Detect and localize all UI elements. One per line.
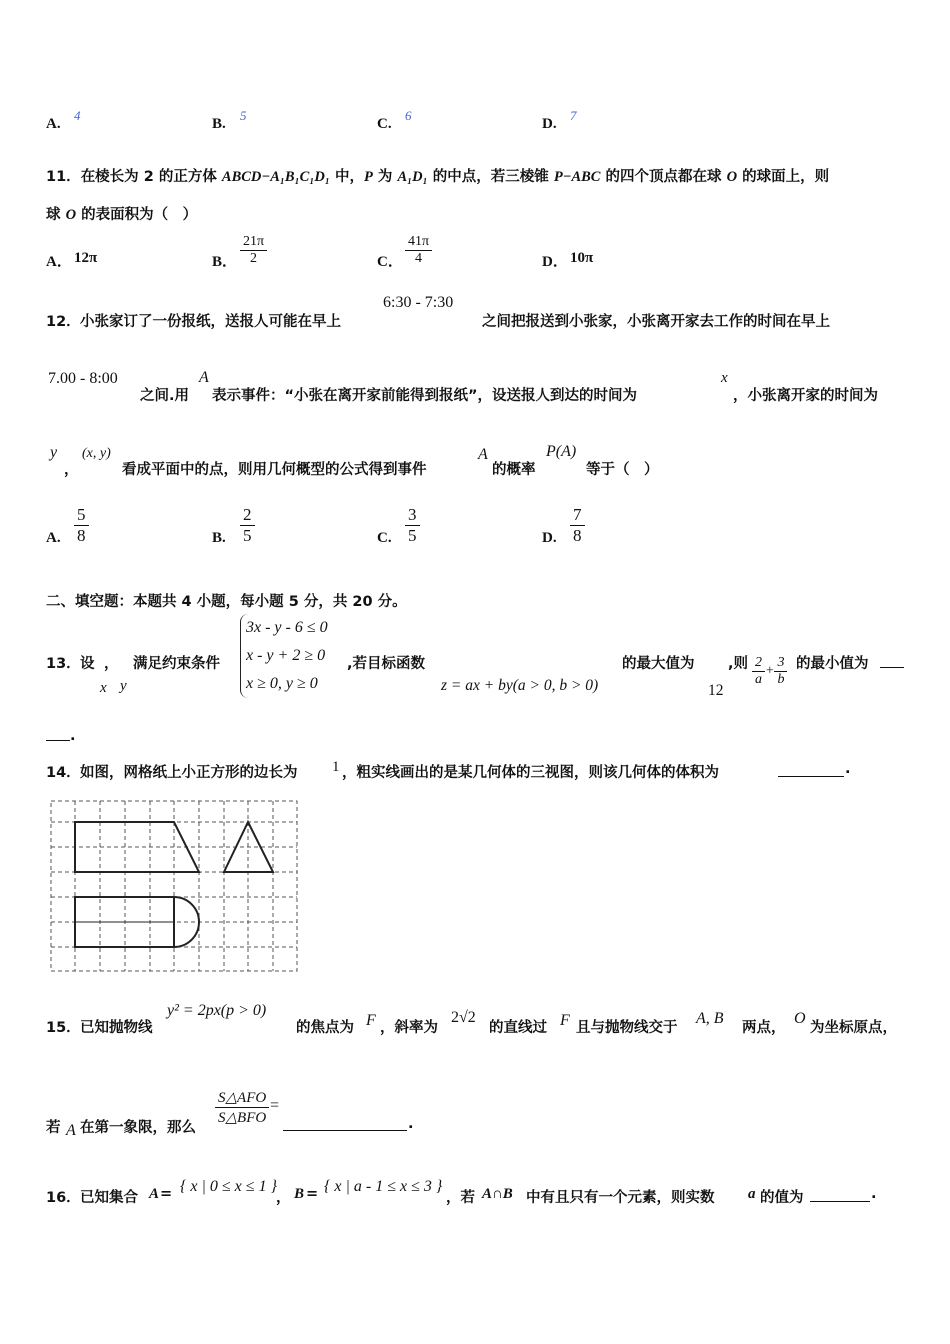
q12-time-range-1: 6:30 - 7:30 xyxy=(383,294,454,311)
q15-text-9: 在第一象限，那么 xyxy=(80,1120,196,1136)
numerator: 2 xyxy=(752,655,765,672)
q13-text-5: 的最大值为 xyxy=(622,656,695,672)
q12-option-c-fraction xyxy=(405,505,420,546)
denominator: 5 xyxy=(408,526,417,545)
denominator: 5 xyxy=(243,526,252,545)
q15-origin-o: O xyxy=(794,1010,806,1027)
q12-text-1: 小张家订了一份报纸，送报人可能在早上 xyxy=(80,314,341,330)
q13-max-value: 12 xyxy=(708,682,724,699)
q15-area-ratio xyxy=(215,1088,269,1127)
q11-text: 为 xyxy=(372,169,398,185)
q14-answer-blank xyxy=(778,776,844,777)
q16-equals-1: = xyxy=(160,1186,173,1202)
q15-text-5: 且与抛物线交于 xyxy=(576,1020,678,1036)
q13-answer-blank xyxy=(880,667,904,668)
q11-text: 的球面上，则 xyxy=(737,169,830,185)
q12-option-b-label: B. xyxy=(212,530,226,546)
denominator: b xyxy=(777,672,785,687)
q16-set-a-name: A xyxy=(149,1186,160,1202)
q15-text-8: 若 xyxy=(46,1120,61,1136)
q13-fraction-expr xyxy=(752,655,787,688)
q13-text-6: ,则 xyxy=(728,656,749,672)
q11-sphere-o: O xyxy=(726,169,738,185)
q13-text-3: 满足约束条件 xyxy=(133,656,220,672)
numerator: 3 xyxy=(774,655,787,672)
q11-option-b-label: B． xyxy=(212,254,238,270)
q13-var-y: y xyxy=(120,678,127,694)
denominator: 8 xyxy=(77,526,86,545)
q12-point-xy: (x, y) xyxy=(82,446,111,461)
q12-event-a: A xyxy=(199,369,209,386)
q16-set-a: { x | 0 ≤ x ≤ 1 } xyxy=(180,1178,277,1195)
q11-option-d-value: 10π xyxy=(570,250,594,266)
q11-option-a-value: 12π xyxy=(74,250,98,266)
q11-sphere-o: O xyxy=(65,207,77,223)
q11-segment: A₁D₁ xyxy=(397,169,428,185)
q16-var-a: a xyxy=(748,1186,756,1202)
q12-number: 12． xyxy=(46,314,81,330)
q11-line1 xyxy=(46,165,829,186)
section-heading: 二、填空题：本题共 4 小题，每小题 5 分，共 20 分。 xyxy=(46,594,407,610)
q12-text-9: 等于（ ） xyxy=(586,462,659,478)
q12-option-c-label: C. xyxy=(377,530,392,546)
q11-text: 的四个顶点都在球 xyxy=(600,169,727,185)
q15-text-4: 的直线过 xyxy=(489,1020,547,1036)
q10-option-a-label: A. xyxy=(46,116,61,132)
denominator: 8 xyxy=(573,526,582,545)
q11-text: 的表面积为（ ） xyxy=(76,207,198,223)
q10-option-d-value: 7 xyxy=(570,108,577,123)
numerator: 5 xyxy=(74,505,89,526)
q11-option-c-label: C． xyxy=(377,254,403,270)
q13-constraints xyxy=(240,614,328,698)
q16-number: 16． xyxy=(46,1190,81,1206)
q12-text-2: 之间把报送到小张家，小张离开家去工作的时间在早上 xyxy=(482,314,830,330)
q15-slope: 2√2 xyxy=(451,1009,476,1026)
q12-option-b-fraction xyxy=(240,505,255,546)
q12-text-3: 之间.用 xyxy=(140,388,190,404)
q14-text-2: ，粗实线画出的是某几何体的三视图，则该几何体的体积为 xyxy=(342,765,719,781)
q15-text-3: ，斜率为 xyxy=(380,1020,438,1036)
q12-text-5: ，小张离开家的时间为 xyxy=(733,388,878,404)
numerator: 3 xyxy=(405,505,420,526)
q11-option-c-fraction xyxy=(405,234,432,267)
solid-outlines xyxy=(75,822,273,947)
q11-option-d-label: D． xyxy=(542,254,568,270)
q11-option-b-fraction xyxy=(240,234,267,267)
q11-option-a-label: A． xyxy=(46,254,72,270)
q12-text-7: 看成平面中的点，则用几何概型的公式得到事件 xyxy=(122,462,427,478)
q11-point-p: P xyxy=(363,169,373,185)
denominator: a xyxy=(755,672,762,687)
q15-equals: = xyxy=(270,1097,280,1114)
q14-number: 14． xyxy=(46,765,81,781)
numerator: 2 xyxy=(240,505,255,526)
q15-parabola-equation: y² = 2px(p > 0) xyxy=(167,1002,267,1019)
q14-end: . xyxy=(845,761,851,777)
q13-fraction-3-b xyxy=(774,655,787,688)
q16-set-b: { x | a - 1 ≤ x ≤ 3 } xyxy=(324,1178,443,1195)
q13-answer-blank-cont xyxy=(46,740,70,741)
plus-sign: + xyxy=(765,663,775,679)
q15-text-2: 的焦点为 xyxy=(296,1020,354,1036)
q11-number: 11． xyxy=(46,169,81,185)
q13-text-2: ， xyxy=(104,656,119,672)
q10-option-c-label: C. xyxy=(377,116,392,132)
q15-points-ab: A, B xyxy=(696,1010,724,1027)
q16-equals-2: = xyxy=(306,1186,319,1202)
q13-fraction-2-a xyxy=(752,655,765,688)
q14-text-1: 如图，网格纸上小正方形的边长为 xyxy=(80,765,298,781)
q13-text-4: ,若目标函数 xyxy=(347,656,426,672)
q16-text-5: 的值为 xyxy=(760,1190,804,1206)
q15-text-1: 已知抛物线 xyxy=(80,1020,153,1036)
q10-option-d-label: D. xyxy=(542,116,557,132)
q15-point-a: A xyxy=(66,1122,76,1139)
q11-pyramid: P−ABC xyxy=(553,169,601,185)
q10-option-c-value: 6 xyxy=(405,108,412,123)
q12-text-6: ， xyxy=(64,462,79,478)
q13-constraint-2: x - y + 2 ≥ 0 xyxy=(246,647,326,664)
q13-end: . xyxy=(70,728,76,744)
q12-probability: P(A) xyxy=(546,443,577,460)
q11-text: 在棱长为 2 的正方体 xyxy=(80,169,222,185)
q16-text-2: ， xyxy=(276,1190,291,1206)
q12-option-d-label: D. xyxy=(542,530,557,546)
q15-number: 15． xyxy=(46,1020,81,1036)
q16-answer-blank xyxy=(810,1201,870,1202)
q13-constraint-3: x ≥ 0, y ≥ 0 xyxy=(246,675,318,692)
q15-end: . xyxy=(408,1116,414,1132)
q11-text: 球 xyxy=(46,207,66,223)
q12-option-a-label: A. xyxy=(46,530,61,546)
three-view-figure xyxy=(48,798,300,974)
q12-time-range-2: 7.00 - 8:00 xyxy=(48,370,118,387)
denominator: 2 xyxy=(250,251,258,266)
q16-text-3: ，若 xyxy=(446,1190,475,1206)
q12-var-x: x xyxy=(721,370,728,386)
q16-text-1: 已知集合 xyxy=(80,1190,138,1206)
q14-unit-length: 1 xyxy=(332,759,340,775)
numerator: 21π xyxy=(240,234,267,251)
numerator: 41π xyxy=(405,234,432,251)
q11-text: 的中点，若三棱锥 xyxy=(427,169,554,185)
q12-var-y: y xyxy=(50,444,58,461)
q15-focus-f2: F xyxy=(560,1012,570,1029)
q13-var-x: x xyxy=(100,680,107,696)
q12-option-a-fraction xyxy=(74,505,89,546)
denominator: 4 xyxy=(415,251,423,266)
q11-cube: ABCD−A₁B₁C₁D₁ xyxy=(221,169,330,185)
numerator: S△AFO xyxy=(215,1088,269,1108)
q10-option-b-value: 5 xyxy=(240,108,247,123)
q12-text-4: 表示事件：“小张在离开家前能得到报纸”，设送报人到达的时间为 xyxy=(212,388,638,404)
q12-option-d-fraction xyxy=(570,505,585,546)
q15-text-6: 两点， xyxy=(742,1020,786,1036)
q16-set-b-name: B xyxy=(294,1186,305,1202)
q10-option-b-label: B. xyxy=(212,116,226,132)
numerator: 7 xyxy=(570,505,585,526)
q13-text-7: 的最小值为 xyxy=(796,656,869,672)
q10-option-a-value: 4 xyxy=(74,108,81,123)
q15-answer-blank xyxy=(283,1130,407,1131)
q13-constraint-1: 3x - y - 6 ≤ 0 xyxy=(246,619,328,636)
q12-event-a2: A xyxy=(478,446,488,463)
q13-number: 13． xyxy=(46,656,81,672)
denominator: S△BFO xyxy=(218,1110,267,1126)
q12-text-8: 的概率 xyxy=(492,462,536,478)
q16-text-4: 中有且只有一个元素，则实数 xyxy=(526,1190,715,1206)
q15-text-7: 为坐标原点， xyxy=(810,1020,897,1036)
q16-intersection: A∩B xyxy=(482,1186,513,1202)
q16-end: . xyxy=(871,1186,877,1202)
q11-line2 xyxy=(46,203,197,224)
q13-text-1: 设 xyxy=(80,656,95,672)
q11-text: 中， xyxy=(329,169,364,185)
q13-objective: z = ax + by(a > 0, b > 0) xyxy=(441,677,599,694)
q15-focus-f: F xyxy=(366,1012,376,1029)
